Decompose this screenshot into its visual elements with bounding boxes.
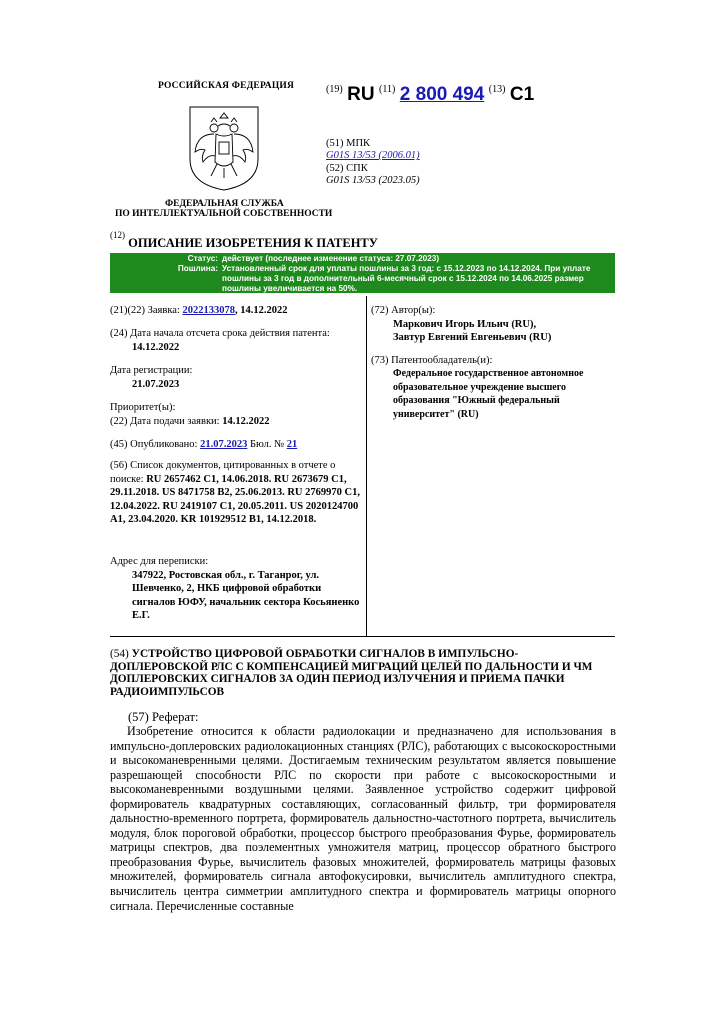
filing-label: (22) Дата подачи заявки: (110, 415, 220, 427)
holder-value: Федеральное государственное автономное образовательное учреждение высшего образования "Южный федеральный университет" (RU) (393, 368, 584, 420)
column-divider (366, 296, 367, 636)
status-label: Статус: (187, 254, 218, 263)
holder-label: (73) Патентообладатель(и): (371, 354, 493, 366)
application-number-link[interactable]: 2022133078 (182, 305, 235, 316)
author-1: Маркович Игорь Ильич (RU), (393, 318, 537, 330)
application-date: , 14.12.2022 (234, 305, 288, 316)
code-19: (19) (326, 84, 343, 95)
patent-number-line (326, 84, 534, 106)
coat-of-arms-icon (187, 104, 261, 192)
agency-line-2: ПО ИНТЕЛЛЕКТУАЛЬНОЙ СОБСТВЕННОСТИ (115, 209, 333, 219)
code-12: (12) (110, 230, 125, 240)
mpk-label: (51) МПК (326, 138, 371, 149)
country-code: RU (347, 84, 375, 105)
published-date-link[interactable]: 21.07.2023 (200, 439, 248, 450)
country-name: РОССИЙСКАЯ ФЕДЕРАЦИЯ (158, 81, 295, 91)
term-label: (24) Дата начала отсчета срока действия патента: (110, 328, 330, 339)
code-13: (13) (488, 84, 506, 95)
invention-title-text: УСТРОЙСТВО ЦИФРОВОЙ ОБРАБОТКИ СИГНАЛОВ В ИМПУЛЬСНО-ДОПЛЕРОВСКОЙ РЛС С КОМПЕНСАЦИЕЙ МИГРАЦИЙ ЦЕЛЕЙ ПО ДАЛЬНОСТИ И ЧМ ДОПЛЕРОВСКИХ СИГНАЛОВ ЗА ОДИН ПЕРИОД ИЗЛУЧЕНИЯ И ПРИЕМА ПАЧКИ РАДИОИМПУЛЬСОВ (110, 648, 593, 698)
classification (326, 138, 420, 187)
code-54: (54) (110, 648, 129, 660)
left-column (110, 304, 360, 623)
right-column (371, 304, 613, 421)
mpk-link[interactable]: G01S 13/53 (2006.01) (326, 150, 420, 162)
cited-label: (56) Список документов, цитированных в отчете о поиске: (110, 460, 336, 485)
status-box (110, 253, 615, 293)
spk-value: G01S 13/53 (2023.05) (326, 174, 420, 186)
registration-value: 21.07.2023 (132, 378, 180, 390)
cited-documents: RU 2657462 C1, 14.06.2018. RU 2673679 C1, 29.11.2018. US 8471758 B2, 25.06.2013. RU 2769970 C1, 12.04.2022. RU 2419107 C1, 20.05.2011. US 2020124700 A1, 23.04.2020. KR 101929512 B1, 14.12.2018. (110, 473, 360, 525)
bulletin-number-link[interactable]: 21 (286, 439, 298, 450)
term-value: 14.12.2022 (132, 341, 180, 353)
agency-line-1: ФЕДЕРАЛЬНАЯ СЛУЖБА (165, 199, 284, 209)
priority-label: Приоритет(ы): (110, 402, 176, 413)
abstract-label: (57) Реферат: (128, 710, 199, 724)
bulletin-label: Бюл. № (249, 439, 285, 450)
document-title-text: ОПИСАНИЕ ИЗОБРЕТЕНИЯ К ПАТЕНТУ (128, 236, 378, 250)
application-label: (21)(22) Заявка: (110, 305, 180, 316)
invention-title (110, 648, 615, 698)
published-label: (45) Опубликовано: (110, 439, 198, 450)
fee-label: Пошлина: (177, 264, 218, 273)
author-2: Завтур Евгений Евгеньевич (RU) (393, 332, 552, 343)
registration-label: Дата регистрации: (110, 365, 193, 376)
code-11: (11) (379, 84, 396, 95)
patent-number-link[interactable]: 2 800 494 (399, 84, 485, 105)
status-value: действует (последнее изменение статуса: 27.07.2023) (222, 254, 440, 263)
kind-code: C1 (509, 84, 535, 105)
abstract-text: Изобретение относится к области радиолокации и предназначено для использования в импульсно-доплеровских радиолокационных станциях (РЛС), работающих с высокоскоростными и высокоманевренными целями. Достигаемым техническим результатом является повышение разрешающей способности РЛС по скорости при работе с высокоскоростными и высокоманевренными воздушными целями. Заявленное устройство содержит цифровой формирователь квадратурных составляющих, согласованный фильтр, три формирователя дальностно-временного портрета, формирователь дальностно-частотного портрета, вычислитель модуля, блок пороговой обработки, процессор быстрого преобразования Фурье, формирователь матрицы спектров, два поэлементных умножителя матриц, процессор обратного быстрого преобразования Фурье, вычислитель фазовых множителей, формирователь матрицы фазовых множителей, формирователь сигнала автофокусировки, вычислитель амплитудного спектра, вычислитель центра симметрии амплитудного спектра и формирователь матрицы опорного сигнала. Перечисленные составные (110, 724, 616, 913)
fee-value: Установленный срок для уплаты пошлины за 3 год: с 15.12.2023 по 14.12.2024. При уплате пошлины за 3 год в дополнительный 6-месячный срок с 15.12.2024 по 14.06.2025 размер пошлины увеличивается на 50%. (222, 264, 591, 293)
document-title (110, 230, 378, 251)
address-value: 347922, Ростовская обл., г. Таганрог, ул. Шевченко, 2, НКБ цифровой обработки сигналов ЮФУ, начальник сектора Косьяненко Е.Г. (132, 569, 360, 621)
authors-label: (72) Автор(ы): (371, 305, 436, 316)
spk-label: (52) СПК (326, 162, 368, 174)
section-divider (110, 636, 615, 637)
address-label: Адрес для переписки: (110, 556, 209, 567)
filing-value: 14.12.2022 (222, 415, 270, 427)
